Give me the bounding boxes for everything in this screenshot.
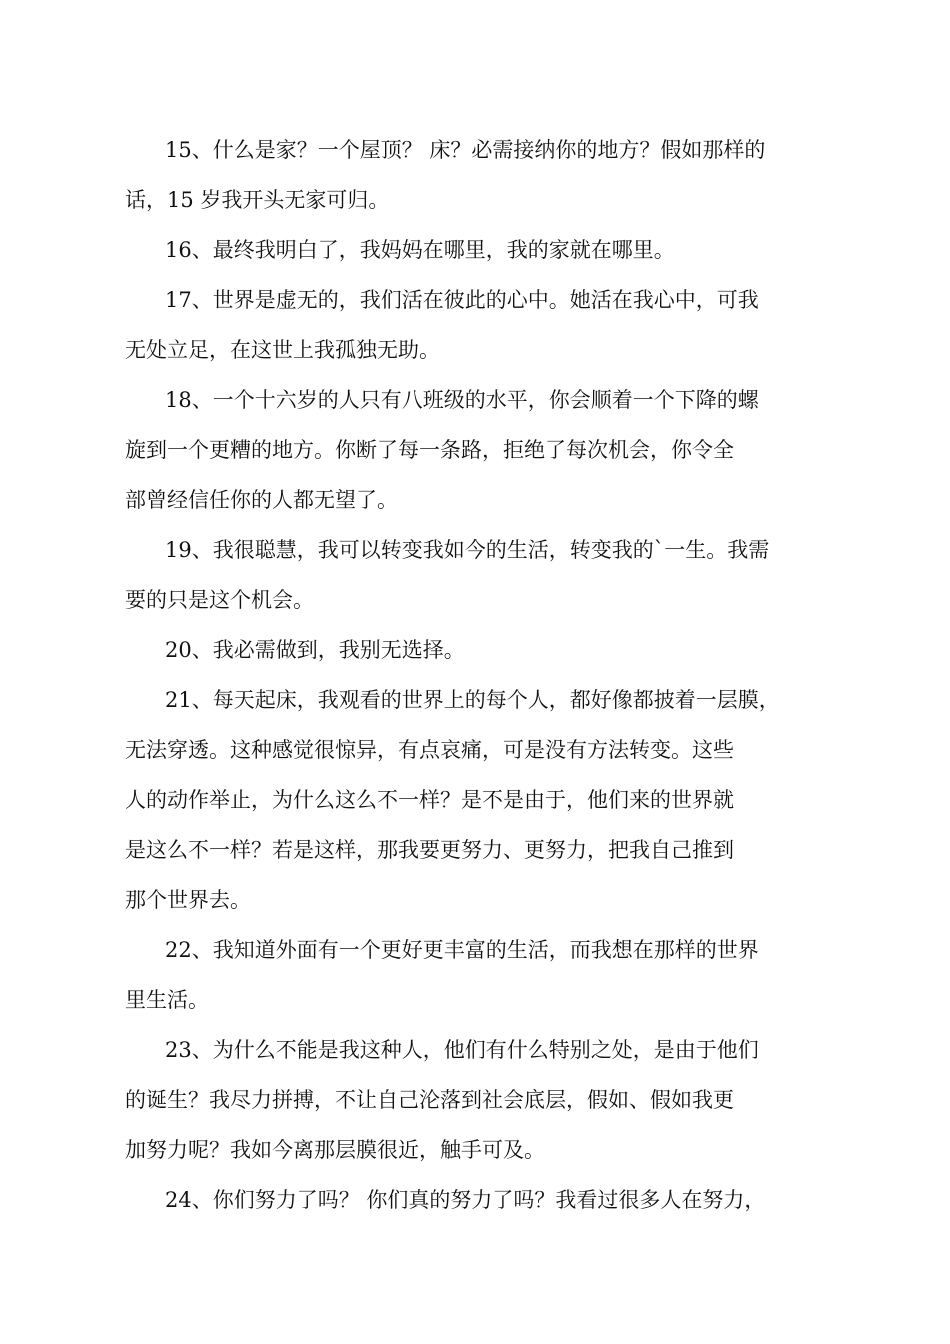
paragraph-23	[125, 1025, 810, 1175]
paragraph-24	[145, 1175, 810, 1225]
text-line: 旋到一个更糟的地方。你断了每一条路，拒绝了每次机会，你令全	[125, 438, 734, 462]
paragraph-21	[125, 675, 810, 925]
text-line: 话，15 岁我开头无家可归。	[125, 188, 390, 212]
text-line: 23、为什么不能是我这种人，他们有什么特别之处，是由于他们	[165, 1038, 759, 1062]
paragraph-22	[125, 925, 810, 1025]
text-line: 18、一个十六岁的人只有八班级的水平，你会顺着一个下降的螺	[165, 388, 759, 412]
text-line: 里生活。	[125, 988, 209, 1012]
text-line: 是这么不一样？若是这样，那我要更努力、更努力，把我自己推到	[125, 838, 734, 862]
text-line: 部曾经信任你的人都无望了。	[125, 488, 398, 512]
text-line: 无法穿透。这种感觉很惊异，有点哀痛，可是没有方法转变。这些	[125, 738, 734, 762]
paragraph-15	[125, 125, 810, 225]
text-line: 那个世界去。	[125, 888, 251, 912]
text-line: 20、我必需做到，我别无选择。	[165, 638, 465, 662]
text-line: 加努力呢？我如今离那层膜很近，触手可及。	[125, 1138, 545, 1162]
paragraph-19	[125, 525, 810, 625]
text-line: 17、世界是虚无的，我们活在彼此的心中。她活在我心中，可我	[165, 288, 759, 312]
text-line: 15、什么是家？一个屋顶？ 床？必需接纳你的地方？假如那样的	[165, 138, 766, 162]
document-body	[125, 125, 810, 1225]
paragraph-16	[145, 225, 810, 275]
text-line: 19、我很聪慧，我可以转变我如今的生活，转变我的`一生。我需	[165, 538, 770, 562]
text-line: 要的只是这个机会。	[125, 588, 314, 612]
text-line: 22、我知道外面有一个更好更丰富的生活，而我想在那样的世界	[165, 938, 759, 962]
paragraph-18	[125, 375, 810, 525]
paragraph-17	[125, 275, 810, 375]
text-line: 24、你们努力了吗？ 你们真的努力了吗？我看过很多人在努力，	[165, 1188, 766, 1212]
text-line: 16、最终我明白了，我妈妈在哪里，我的家就在哪里。	[165, 238, 675, 262]
text-line: 21、每天起床，我观看的世界上的每个人，都好像都披着一层膜，	[165, 688, 780, 712]
text-line: 的诞生？我尽力拼搏，不让自己沦落到社会底层，假如、假如我更	[125, 1088, 734, 1112]
text-line: 人的动作举止，为什么这么不一样？是不是由于，他们来的世界就	[125, 788, 734, 812]
paragraph-20	[145, 625, 810, 675]
text-line: 无处立足，在这世上我孤独无助。	[125, 338, 440, 362]
